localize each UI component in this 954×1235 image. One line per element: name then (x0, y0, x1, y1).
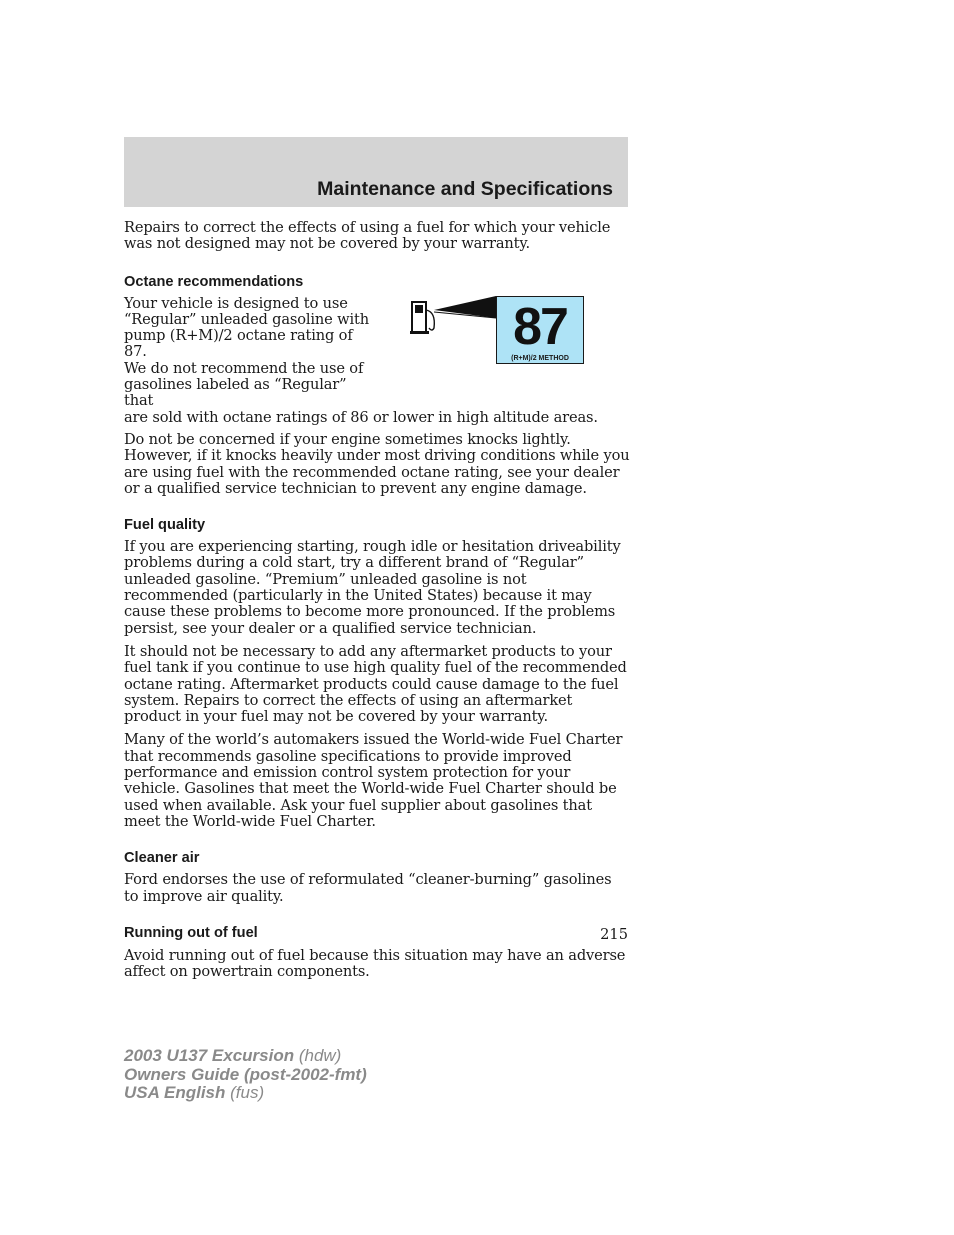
intro-paragraph: Repairs to correct the effects of using a fuel for which your vehicle was not designed may not be covered by your warranty. (124, 219, 611, 253)
octane-line-6: are sold with octane ratings of 86 or lower in high altitude areas. (124, 408, 598, 426)
section-title: Maintenance and Specifications (317, 178, 613, 200)
octane-line-5: gasolines labeled as “Regular” that (124, 376, 347, 410)
octane-rating-label (496, 296, 584, 364)
document-footer (124, 1047, 367, 1103)
octane-method-text: (R+M)/2 METHOD (511, 354, 569, 362)
octane-line-4: We do not recommend the use of (124, 359, 364, 377)
footer-line-3: USA English (fus) (124, 1083, 265, 1102)
octane-knock-paragraph: Do not be concerned if your engine sometimes knocks lightly. However, if it knocks heavily under most driving conditions while you are using fuel with the recommended octane rating, see your dealer or a qualified service technician to prevent any engine damage. (124, 430, 630, 497)
cleaner-air-paragraph: Ford endorses the use of reformulated “cleaner-burning” gasolines to improve air quality. (124, 871, 612, 905)
octane-heading: Octane recommendations (124, 273, 304, 290)
footer-line-1: 2003 U137 Excursion (hdw) (124, 1046, 342, 1065)
label-pointer-beam (434, 296, 498, 326)
running-out-heading: Running out of fuel (124, 924, 258, 941)
octane-line-1: Your vehicle is designed to use (124, 294, 348, 312)
fuel-quality-paragraph-3: Many of the world’s automakers issued the World-wide Fuel Charter that recommends gasoline specifications to provide improved performance and emission control system protection for your vehicle. Gasolines that meet the World-wide Fuel Charter should be used when available. Ask your fuel supplier about gasolines that meet the World-wide Fuel Charter. (124, 731, 623, 830)
octane-line-3: pump (R+M)/2 octane rating of 87. (124, 327, 353, 361)
running-out-paragraph: Avoid running out of fuel because this situation may have an adverse affect on powertrain components. (124, 946, 626, 981)
fuel-quality-heading: Fuel quality (124, 517, 206, 534)
footer-line-2: Owners Guide (post-2002-fmt) (124, 1064, 367, 1084)
fuel-quality-paragraph-1: If you are experiencing starting, rough idle or hesitation driveability problems during a cold start, try a different brand of “Regular” unleaded gasoline. “Premium” unleaded gasoline is not recommended (particularly in the United States) because it may cause these problems to become more pronounced. If the problems persist, see your dealer or a qualified service technician. (124, 538, 621, 637)
octane-text-block (124, 296, 374, 410)
fuel-quality-paragraph-2: It should not be necessary to add any aftermarket products to your fuel tank if you continue to use high quality fuel of the recommended octane rating. Aftermarket products could cause damage to the fuel system. Repairs to correct the effects of using an aftermarket product in your fuel may not be covered by your warranty. (124, 642, 627, 726)
cleaner-air-heading: Cleaner air (124, 850, 200, 867)
section-header-band (124, 137, 628, 207)
page-number: 215 (600, 926, 628, 943)
octane-label-figure (410, 296, 600, 366)
octane-section (124, 296, 630, 426)
octane-number: 87 (513, 297, 567, 356)
page-content (124, 220, 630, 980)
octane-line-2: “Regular” unleaded gasoline with (124, 310, 369, 328)
